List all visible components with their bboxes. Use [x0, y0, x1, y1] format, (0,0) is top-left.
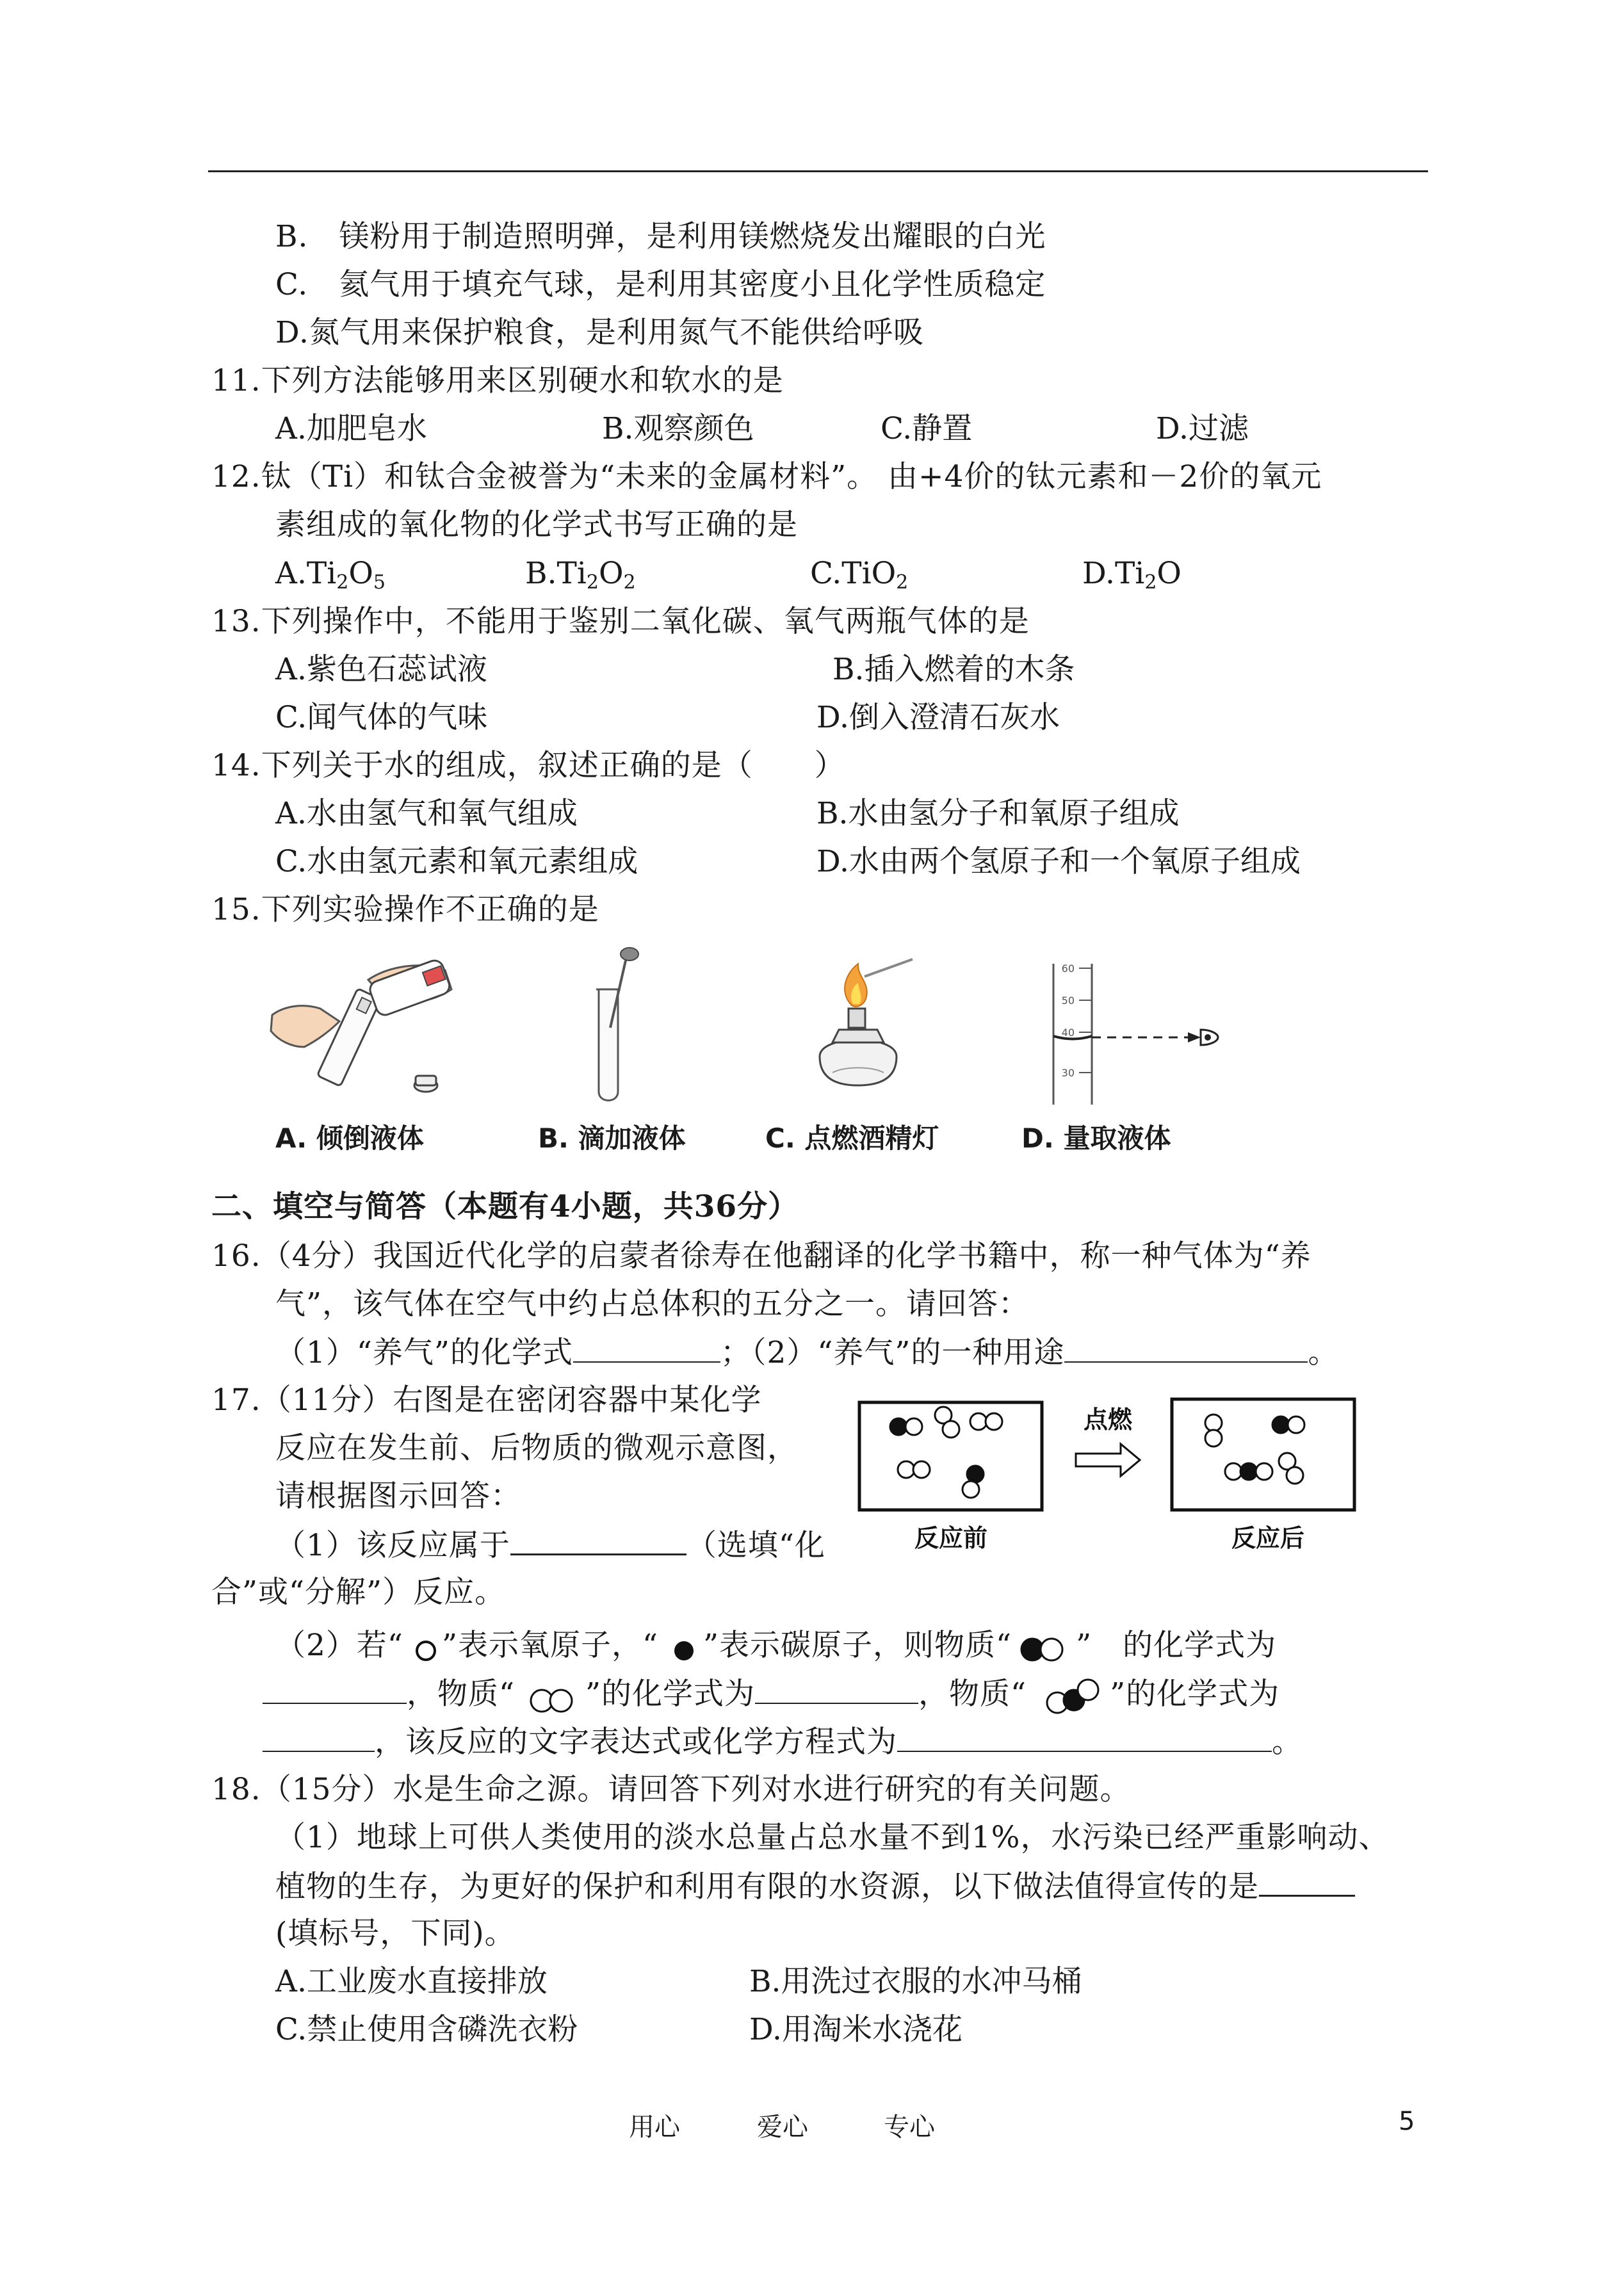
answer-blank[interactable]	[1064, 1333, 1308, 1363]
footer-text-2: 爱心	[757, 2113, 808, 2142]
q18-option-d: D.用淘米水浇花	[749, 2012, 962, 2047]
tick-label: 60	[1061, 962, 1075, 975]
q11-option-b: B.观察颜色	[602, 411, 754, 446]
tick-label: 40	[1061, 1026, 1075, 1039]
q18-option-c: C.禁止使用含磷洗衣粉	[275, 2012, 578, 2047]
q13-option-c: C.闻气体的气味	[275, 700, 488, 735]
answer-blank[interactable]	[263, 1723, 375, 1752]
q12-option-c: C.TiO$_2$	[810, 556, 909, 594]
q12-option-b: $B.Ti_2O_2$	[525, 556, 636, 594]
q13-stem: 13.下列操作中，不能用于鉴别二氧化碳、氧气两瓶气体的是	[211, 604, 1030, 639]
q17-part2-line1: （2）若“ ”表示氧原子，“ ”表示碳原子，则物质“ ” 的化学式为	[275, 1628, 1277, 1663]
q15-stem: 15.下列实验操作不正确的是	[211, 892, 599, 927]
q17-part2-line2: ，物质“ ”的化学式为 ，物质“ ”的化学式为	[263, 1675, 1279, 1715]
q11-option-d: D.过滤	[1156, 411, 1249, 446]
q11-stem: 11.下列方法能够用来区别硬水和软水的是	[211, 363, 784, 398]
q16-line2: 气”，该气体在空气中约占总体积的五分之一。请回答：	[275, 1286, 1030, 1322]
figure-pouring-liquid	[259, 945, 471, 1105]
before-label: 反应前	[914, 1524, 988, 1552]
tick-label: 30	[1061, 1067, 1075, 1079]
figure-measuring-liquid	[1044, 961, 1230, 1108]
answer-blank[interactable]	[573, 1333, 720, 1363]
footer-text-3: 专心	[884, 2113, 935, 2142]
q16-line1: 16.（4分）我国近代化学的启蒙者徐寿在他翻译的化学书籍中，称一种气体为“养	[211, 1238, 1311, 1274]
figure-caption-d: D. 量取液体	[1021, 1123, 1171, 1154]
reaction-diagram	[858, 1396, 1370, 1562]
q11-option-c: C.静置	[881, 411, 973, 446]
tick-label: 50	[1061, 994, 1075, 1007]
q12-option-a: $A.Ti_2O_5$	[275, 556, 386, 594]
q18-line1: 18.（15分）水是生命之源。请回答下列对水进行研究的有关问题。	[211, 1772, 1131, 1807]
arrow-label: 点燃	[1083, 1406, 1133, 1434]
q13-option-a: A.紫色石蕊试液	[275, 652, 487, 687]
q18-line4: (填标号，下同)。	[275, 1916, 516, 1951]
page-number: 5	[1399, 2107, 1415, 2136]
after-label: 反应后	[1231, 1524, 1305, 1552]
q11-option-a: A.加肥皂水	[275, 411, 427, 446]
q17-part1: （1）该反应属于 （选填“化	[275, 1525, 825, 1565]
q14-option-c: C.水由氢元素和氧元素组成	[275, 844, 638, 879]
figure-dropping-liquid	[580, 945, 676, 1111]
q10-option-c: C. 氦气用于填充气球，是利用其密度小且化学性质稳定	[275, 267, 1046, 302]
q12-option-d: $D.Ti_2O$	[1082, 556, 1181, 594]
answer-blank[interactable]	[1259, 1867, 1355, 1897]
q12-stem-line1: 12.钛（Ti）和钛合金被誉为“未来的金属材料”。 由+4价的钛元素和－2价的氧元	[211, 459, 1322, 494]
q18-line2: （1）地球上可供人类使用的淡水总量占总水量不到1%，水污染已经严重影响动、	[275, 1820, 1390, 1855]
q17-line1: 17.（11分）右图是在密闭容器中某化学	[211, 1383, 762, 1418]
q18-line3: 植物的生存，为更好的保护和利用有限的水资源，以下做法值得宣传的是	[275, 1867, 1355, 1906]
answer-blank[interactable]	[897, 1723, 1272, 1752]
section-title: 二、填空与简答（本题有4小题，共36分）	[211, 1189, 799, 1224]
after-box	[1172, 1399, 1354, 1510]
carbon-atom-symbol	[658, 1632, 703, 1664]
q14-option-d: D.水由两个氢原子和一个氧原子组成	[816, 844, 1301, 879]
answer-blank[interactable]	[755, 1675, 918, 1704]
co-molecule-symbol	[1012, 1632, 1076, 1664]
oxygen-atom-symbol	[403, 1632, 442, 1664]
q13-option-b: B.插入燃着的木条	[832, 652, 1075, 687]
q17-part2-line3: ，该反应的文字表达式或化学方程式为 。	[263, 1723, 1303, 1762]
q14-stem: 14.下列关于水的组成，叙述正确的是（ ）	[211, 748, 845, 783]
figure-caption-b: B. 滴加液体	[538, 1123, 686, 1154]
q14-option-a: A.水由氢气和氧气组成	[275, 796, 578, 831]
q13-option-d: D.倒入澄清石灰水	[816, 700, 1060, 735]
co2-molecule-symbol	[1027, 1677, 1110, 1715]
q18-option-a: A.工业废水直接排放	[275, 1964, 548, 1999]
figure-caption-c: C. 点燃酒精灯	[765, 1123, 939, 1154]
q16-part1: （1）“养气”的化学式 ；（2）“养气”的一种用途 。	[275, 1333, 1338, 1372]
header-rule	[208, 170, 1428, 172]
q10-option-d: D.氮气用来保护粮食，是利用氮气不能供给呼吸	[275, 315, 924, 350]
q17-line5: 合”或“分解”）反应。	[211, 1575, 506, 1610]
o2-molecule-symbol	[515, 1680, 585, 1712]
answer-blank[interactable]	[510, 1525, 686, 1555]
figure-lighting-alcohol-lamp	[794, 948, 922, 1108]
answer-blank[interactable]	[263, 1675, 407, 1704]
footer-text-1: 用心	[629, 2113, 680, 2142]
q17-line2: 反应在发生前、后物质的微观示意图，	[275, 1431, 798, 1466]
q17-line3: 请根据图示回答：	[275, 1479, 521, 1514]
q10-option-b: B. 镁粉用于制造照明弹，是利用镁燃烧发出耀眼的白光	[275, 219, 1046, 254]
figure-caption-a: A. 倾倒液体	[275, 1123, 424, 1154]
q18-option-b: B.用洗过衣服的水冲马桶	[749, 1964, 1082, 1999]
q14-option-b: B.水由氢分子和氧原子组成	[816, 796, 1180, 831]
q12-stem-line2: 素组成的氧化物的化学式书写正确的是	[275, 507, 798, 542]
